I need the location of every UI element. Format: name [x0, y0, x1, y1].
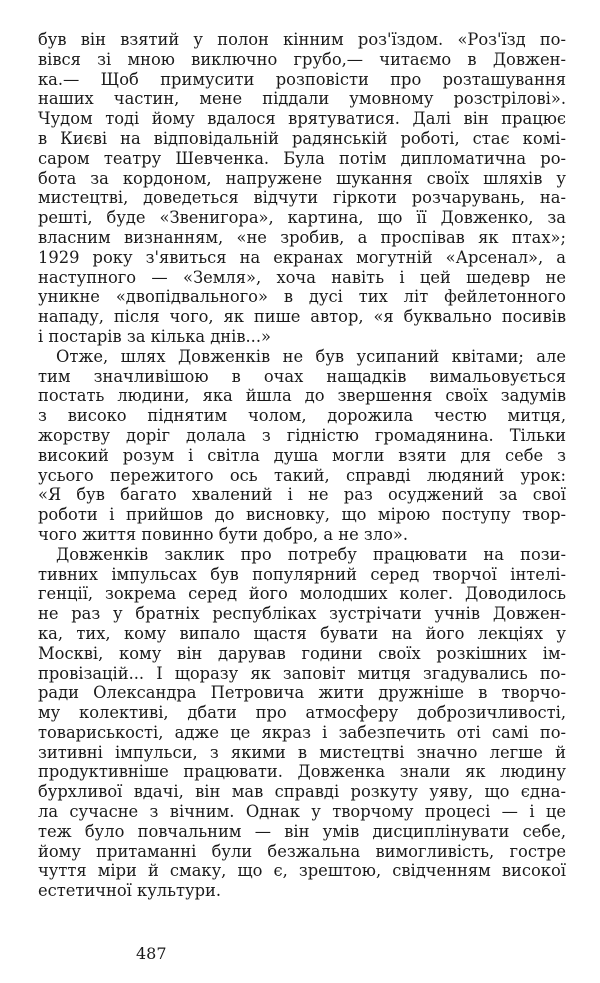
- text-line: в Києві на відповідальній радянській роботі, стає комі-: [38, 128, 566, 148]
- body-text: [38, 30, 566, 901]
- text-line: тивних імпульсах був популярний серед творчої інтелі-: [38, 564, 566, 584]
- text-line: усього пережитого ось такий, справді людяний урок:: [38, 465, 566, 485]
- text-line: з високо піднятим чолом, дорожила честю митця,: [38, 406, 566, 426]
- text-line: саром театру Шевченка. Була потім дипломатична ро-: [38, 148, 566, 168]
- text-line: уникне «двопідвального» в дусі тих літ фейлетонного: [38, 287, 566, 307]
- text-line: бурхливої вдачі, він мав справді розкуту уяву, що єдна-: [38, 782, 566, 802]
- text-line: чого життя повинно бути добро, а не зло».: [38, 524, 409, 544]
- text-line: був він взятий у полон кінним роз'їздом. «Роз'їзд по-: [38, 30, 566, 49]
- text-line: не раз у братніх республіках зустрічати учнів Довжен-: [38, 604, 566, 624]
- text-line: товариськості, адже це якраз і забезпечить оті самі по-: [38, 722, 566, 742]
- text-line: Чудом тоді йому вдалося врятуватися. Далі він працює: [38, 109, 566, 129]
- text-line: ради Олександра Петровича жити дружніше в творчо-: [38, 683, 566, 703]
- text-line: високий розум і світла душа могли взяти для себе з: [38, 445, 566, 465]
- text-line: жорству доріг долала з гідністю громадянина. Тільки: [38, 425, 566, 445]
- text-line: теж було повчальним — він умів дисциплінувати себе,: [38, 821, 566, 841]
- text-line: решті, буде «Звенигора», картина, що її Довженко, за: [38, 208, 566, 228]
- text-line: власним визнанням, «не зробив, а проспівав як птах»;: [38, 227, 566, 247]
- text-line: бота за кордоном, напружене шукання своїх шляхів у: [38, 168, 566, 188]
- text-line: продуктивніше працювати. Довженка знали як людину: [38, 762, 566, 782]
- text-line: роботи і прийшов до висновку, що мірою поступу твор-: [38, 505, 566, 525]
- text-line: нападу, після чого, як пише автор, «я буквально посивів: [38, 307, 566, 327]
- text-line: зитивні імпульси, з якими в мистецтві значно легше й: [38, 742, 566, 762]
- text-line: йому притаманні були безжальна вимогливість, гостре: [38, 841, 566, 861]
- text-line: Москві, кому він дарував години своїх розкішних ім-: [38, 643, 566, 663]
- text-line: провізацій... І щоразу як заповіт митця згадувались по-: [38, 663, 566, 683]
- text-line: ка, тих, кому випало щастя бувати на його лекціях у: [38, 623, 566, 643]
- text-line: мистецтві, доведеться відчути гіркоти розчарувань, на-: [38, 188, 566, 208]
- text-line: ка.— Щоб примусити розповісти про розташування: [38, 69, 566, 89]
- text-line: Отже, шлях Довженків не був усипаний квітами; але: [56, 346, 566, 366]
- text-line: Довженків заклик про потребу працювати на пози-: [56, 544, 566, 564]
- text-line: «Я був багато хвалений і не раз осуджений за свої: [38, 485, 566, 505]
- text-line: тим значливішою в очах нащадків вимальовується: [38, 366, 566, 386]
- text-line: і постарів за кілька днів...»: [38, 326, 271, 346]
- text-line: чуття міри й смаку, що є, зрештою, свідченням високої: [38, 861, 566, 881]
- text-line: му колективі, дбати про атмосферу доброзичливості,: [38, 703, 566, 723]
- text-line: постать людини, яка йшла до звершення своїх задумів: [38, 386, 566, 406]
- text-line: ла сучасне з вічним. Однак у творчому процесі — і це: [38, 802, 566, 822]
- text-line: 1929 року з'явиться на екранах могутній «Арсенал», а: [38, 247, 566, 267]
- text-line: генції, зокрема серед його молодших колег. Доводилось: [38, 584, 566, 604]
- page-number: 487: [136, 944, 167, 963]
- text-line: вівся зі мною виключно грубо,— читаємо в Довжен-: [38, 49, 566, 69]
- text-line: наступного — «Земля», хоча навіть і цей шедевр не: [38, 267, 566, 287]
- text-line: наших частин, мене піддали умовному розстрілові».: [38, 89, 566, 109]
- text-line: естетичної культури.: [38, 881, 222, 901]
